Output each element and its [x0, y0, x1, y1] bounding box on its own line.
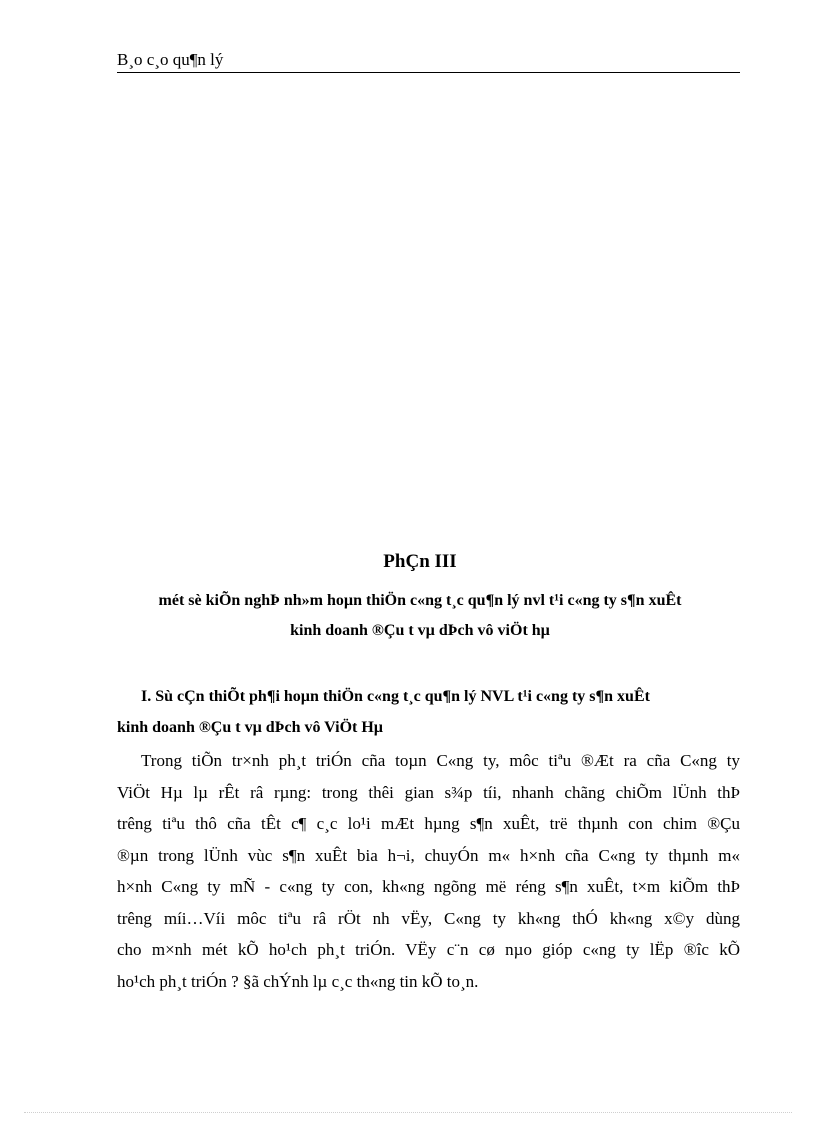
- page-bottom-divider: [24, 1112, 792, 1113]
- paragraph-line: Trong tiÕn tr×nh ph¸t triÓn cña toµn C«ng ty, môc tiªu ®Æt ra cña C«ng ty: [141, 751, 740, 770]
- paragraph-line: h×nh C«ng ty mÑ - c«ng ty con, kh«ng ngõng më réng s¶n xuÊt, t×m kiÕm thÞ: [117, 877, 740, 896]
- paragraph-line: trêng tiªu thô cña tÊt c¶ c¸c lo¹i mÆt hµng s¶n xuÊt, trë thµnh con chim ®Çu: [117, 814, 740, 833]
- part-subtitle: [117, 586, 723, 646]
- part-subtitle-line-2: kinh doanh ®Çu t vµ dÞch vô viÖt hµ: [290, 622, 550, 639]
- section-heading-line-2: kinh doanh ®Çu t vµ dÞch vô ViÖt Hµ: [117, 719, 384, 736]
- part-subtitle-line-1: mét sè kiÕn nghÞ nh»m hoµn thiÖn c«ng t¸c qu¶n lý nvl t¹i c«ng ty s¶n xuÊt: [158, 592, 682, 609]
- paragraph-line: ViÖt Hµ lµ rÊt râ rµng: trong thêi gian s¾p tíi, nhanh chãng chiÕm lÜnh thÞ: [117, 782, 740, 802]
- part-title: PhÇn III: [383, 551, 457, 572]
- section-heading-line-1: I. Sù cÇn thiÕt ph¶i hoµn thiÖn c«ng t¸c qu¶n lý NVL t¹i c«ng ty s¶n xuÊt: [141, 688, 650, 705]
- paragraph-line: ®µn trong lÜnh vùc s¶n xuÊt bia h¬i, chuyÓn m« h×nh cña C«ng ty thµnh m«: [117, 845, 740, 865]
- page-header: B¸o c¸o qu¶n lý: [117, 50, 740, 73]
- paragraph-line: cho m×nh mét kÕ ho¹ch ph¸t triÓn. VËy c¨n cø nµo gióp c«ng ty lËp ®îc kÕ: [117, 940, 740, 959]
- body-paragraph: [117, 745, 740, 997]
- paragraph-line: ho¹ch ph¸t triÓn ? §ã chÝnh lµ c¸c th«ng tin kÕ to¸n.: [117, 971, 479, 991]
- paragraph-line: trêng míi…Víi môc tiªu râ rÖt nh vËy, C«ng ty kh«ng thÓ kh«ng x©y dùng: [117, 908, 740, 928]
- section-heading: [117, 681, 740, 743]
